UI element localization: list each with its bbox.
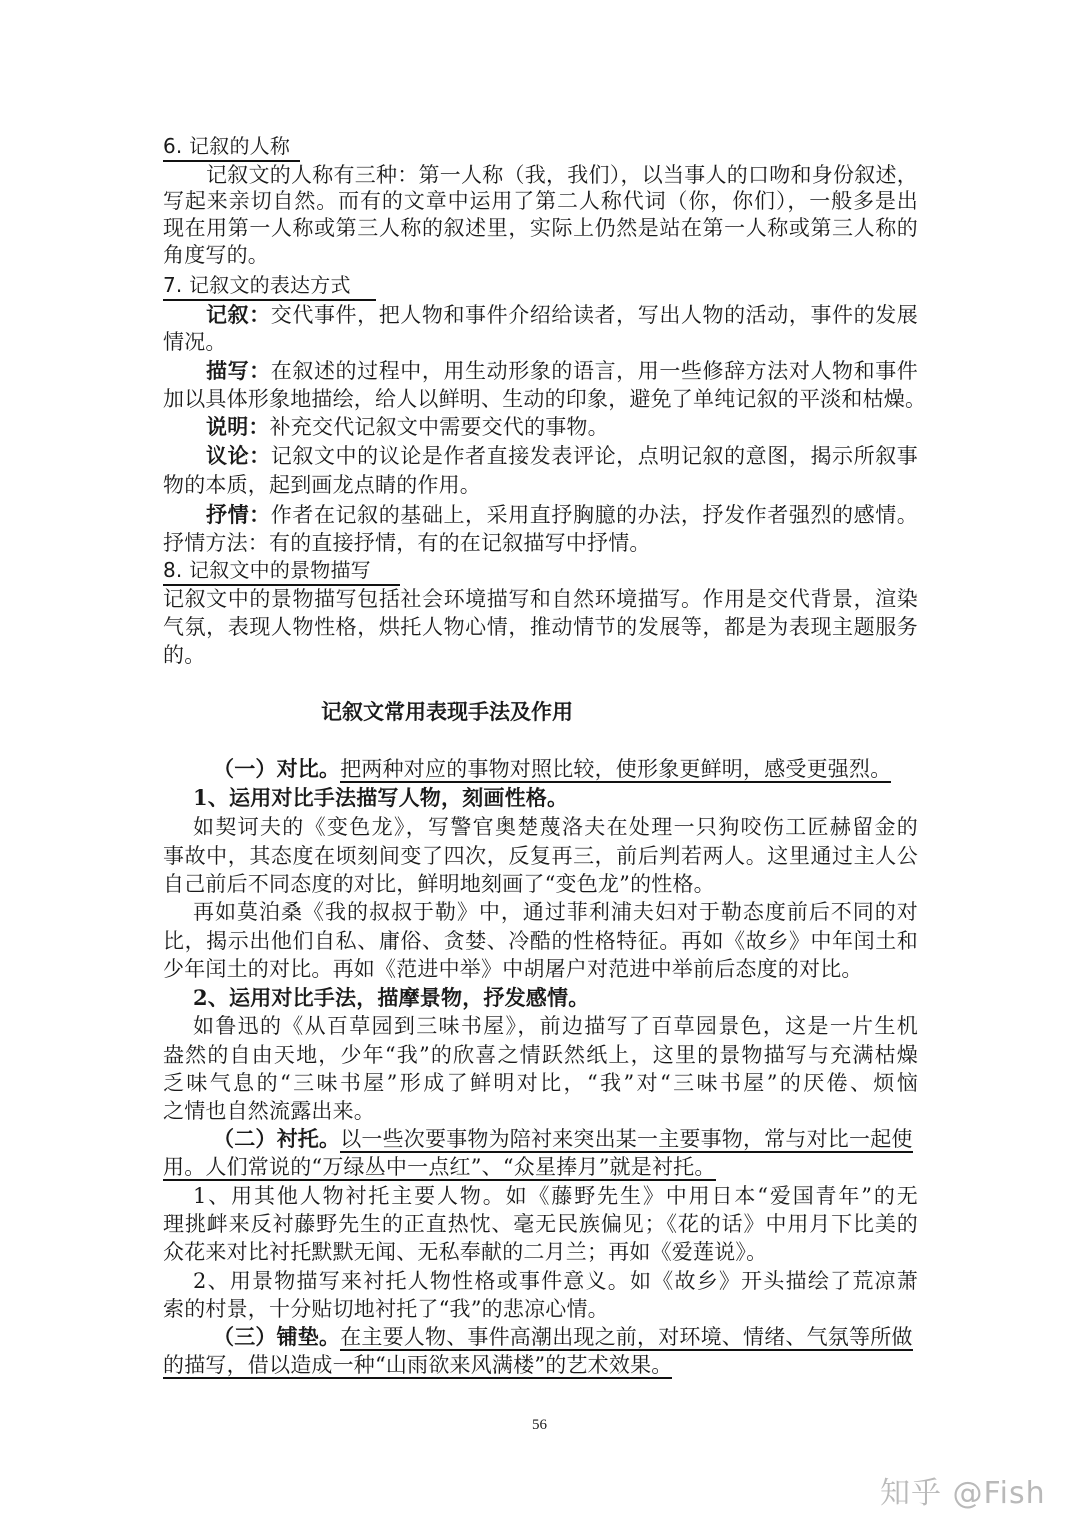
technique-definition-cont: 的描写，借以造成一种“山雨欲来风满楼”的艺术效果。 <box>163 1353 673 1377</box>
technique-contrast <box>163 754 918 784</box>
paragraph-line: 少年闰土的对比。再如《范进中举》中胡屠户对范进中举前后态度的对比。 <box>163 957 863 981</box>
subheading: 1、运用对比手法描写人物，刻画性格。 <box>193 785 569 810</box>
paragraph-line: 再如莫泊桑《我的叔叔于勒》中，通过菲利浦夫妇对于勒态度前后不同的对 <box>193 900 918 924</box>
paragraph-line: 事故中，其态度在顷刻间变了四次，反复再三，前后判若两人。这里通过主人公 <box>163 844 918 868</box>
term-label: 议论： <box>206 443 271 468</box>
term-label: 抒情： <box>206 502 271 527</box>
paragraph-line: 1、用其他人物衬托主要人物。如《藤野先生》中用日本“爱国青年”的无 <box>193 1184 918 1208</box>
technique-definition: 把两种对应的事物对照比较，使形象更鲜明，感受更强烈。 <box>340 757 892 781</box>
paragraph-line: 比，揭示出他们自私、庸俗、贪婪、冷酷的性格特征。再如《故乡》中年闰土和 <box>163 929 918 953</box>
technique-definition: 在主要人物、事件高潮出现之前，对环境、情绪、气氛等所做 <box>340 1325 913 1349</box>
paragraph-line: 如鲁迅的《从百草园到三味书屋》，前边描写了百草园景色，这是一片生机 <box>193 1014 918 1038</box>
paragraph-line: 抒情方法：有的直接抒情，有的在记叙描写中抒情。 <box>163 531 651 555</box>
expression-item-narration: 记叙：交代事件，把人物和事件介绍给读者，写出人物的活动，事件的发展 <box>206 302 918 327</box>
paragraph-line: 情况。 <box>163 330 227 354</box>
paragraph-line: 盎然的自由天地，少年“我”的欣喜之情跃然纸上，这里的景物描写与充满枯燥 <box>163 1043 918 1067</box>
section-heading-7: 7. 记叙文的表达方式 <box>163 270 918 300</box>
expression-item-description: 描写：在叙述的过程中，用生动形象的语言，用一些修辞方法对人物和事件 <box>206 358 918 383</box>
paragraph-line: 气氛，表现人物性格，烘托人物心情，推动情节的发展等，都是为表现主题服务 <box>163 615 918 639</box>
term-label: 说明： <box>206 414 270 439</box>
technique-definition: 以一些次要事物为陪衬来突出某一主要事物，常与对比一起使 <box>340 1127 913 1151</box>
page-number: 56 <box>532 1417 547 1433</box>
technique-label: （二）衬托。 <box>213 1126 341 1151</box>
technique-label: （一）对比。 <box>213 756 341 781</box>
watermark: 知乎 @Fish <box>880 1476 1046 1511</box>
paragraph-line: 记叙文的人称有三种：第一人称（我，我们），以当事人的口吻和身份叙述， <box>206 163 918 187</box>
section-heading-8: 8. 记叙文中的景物描写 <box>163 555 918 585</box>
term-label: 描写： <box>206 358 271 383</box>
paragraph-line: 现在用第一人称或第三人称的叙述里，实际上仍然是站在第一人称或第三人称的 <box>163 216 918 240</box>
paragraph-line: 写起来亲切自然。而有的文章中运用了第二人称代词（你，你们），一般多是出 <box>163 189 918 213</box>
paragraph-line: 角度写的。 <box>163 243 269 267</box>
technique-foil <box>163 1124 918 1154</box>
expression-item-explanation: 说明：补充交代记叙文中需要交代的事物。 <box>206 414 609 439</box>
term-label: 记叙： <box>206 302 271 327</box>
paragraph-line: 如契诃夫的《变色龙》，写警官奥楚蔑洛夫在处理一只狗咬伤工匠赫留金的 <box>193 815 918 839</box>
paragraph-line: 理挑衅来反衬藤野先生的正直热忱、毫无民族偏见；《花的话》中用月下比美的 <box>163 1212 918 1236</box>
paragraph-line: 众花来对比衬托默默无闻、无私奉献的二月兰；再如《爱莲说》。 <box>163 1240 768 1264</box>
paragraph-line: 之情也自然流露出来。 <box>163 1099 375 1123</box>
paragraph-line: 加以具体形象地描绘，给人以鲜明、生动的印象，避免了单纯记叙的平淡和枯燥。 <box>163 387 927 411</box>
technique-definition-cont: 用。人们常说的“万绿丛中一点红”、“众星捧月”就是衬托。 <box>163 1155 716 1179</box>
paragraph-line: 乏味气息的“三味书屋”形成了鲜明对比，“我”对“三味书屋”的厌倦、烦恼 <box>163 1071 918 1095</box>
expression-item-lyric: 抒情：作者在记叙的基础上，采用直抒胸臆的办法，抒发作者强烈的感情。 <box>206 502 918 527</box>
technique-foreshadow <box>163 1322 918 1352</box>
technique-label: （三）铺垫。 <box>213 1324 341 1349</box>
paragraph-line: 索的村景，十分贴切地衬托了“我”的悲凉心情。 <box>163 1297 609 1321</box>
paragraph-line: 记叙文中的景物描写包括社会环境描写和自然环境描写。作用是交代背景，渲染 <box>163 587 918 611</box>
section-heading-6: 6. 记叙的人称 <box>163 131 918 161</box>
paragraph-line: 2、用景物描写来衬托人物性格或事件意义。如《故乡》开头描绘了荒凉萧 <box>193 1269 918 1293</box>
paragraph-line: 自己前后不同态度的对比，鲜明地刻画了“变色龙”的性格。 <box>163 872 715 896</box>
document-title: 记叙文常用表现手法及作用 <box>321 699 573 724</box>
paragraph-line: 物的本质，起到画龙点睛的作用。 <box>163 473 481 497</box>
subheading: 2、运用对比手法，描摩景物，抒发感情。 <box>193 985 590 1010</box>
expression-item-argument: 议论：记叙文中的议论是作者直接发表评论，点明记叙的意图，揭示所叙事 <box>206 443 918 468</box>
paragraph-line: 的。 <box>163 643 206 667</box>
